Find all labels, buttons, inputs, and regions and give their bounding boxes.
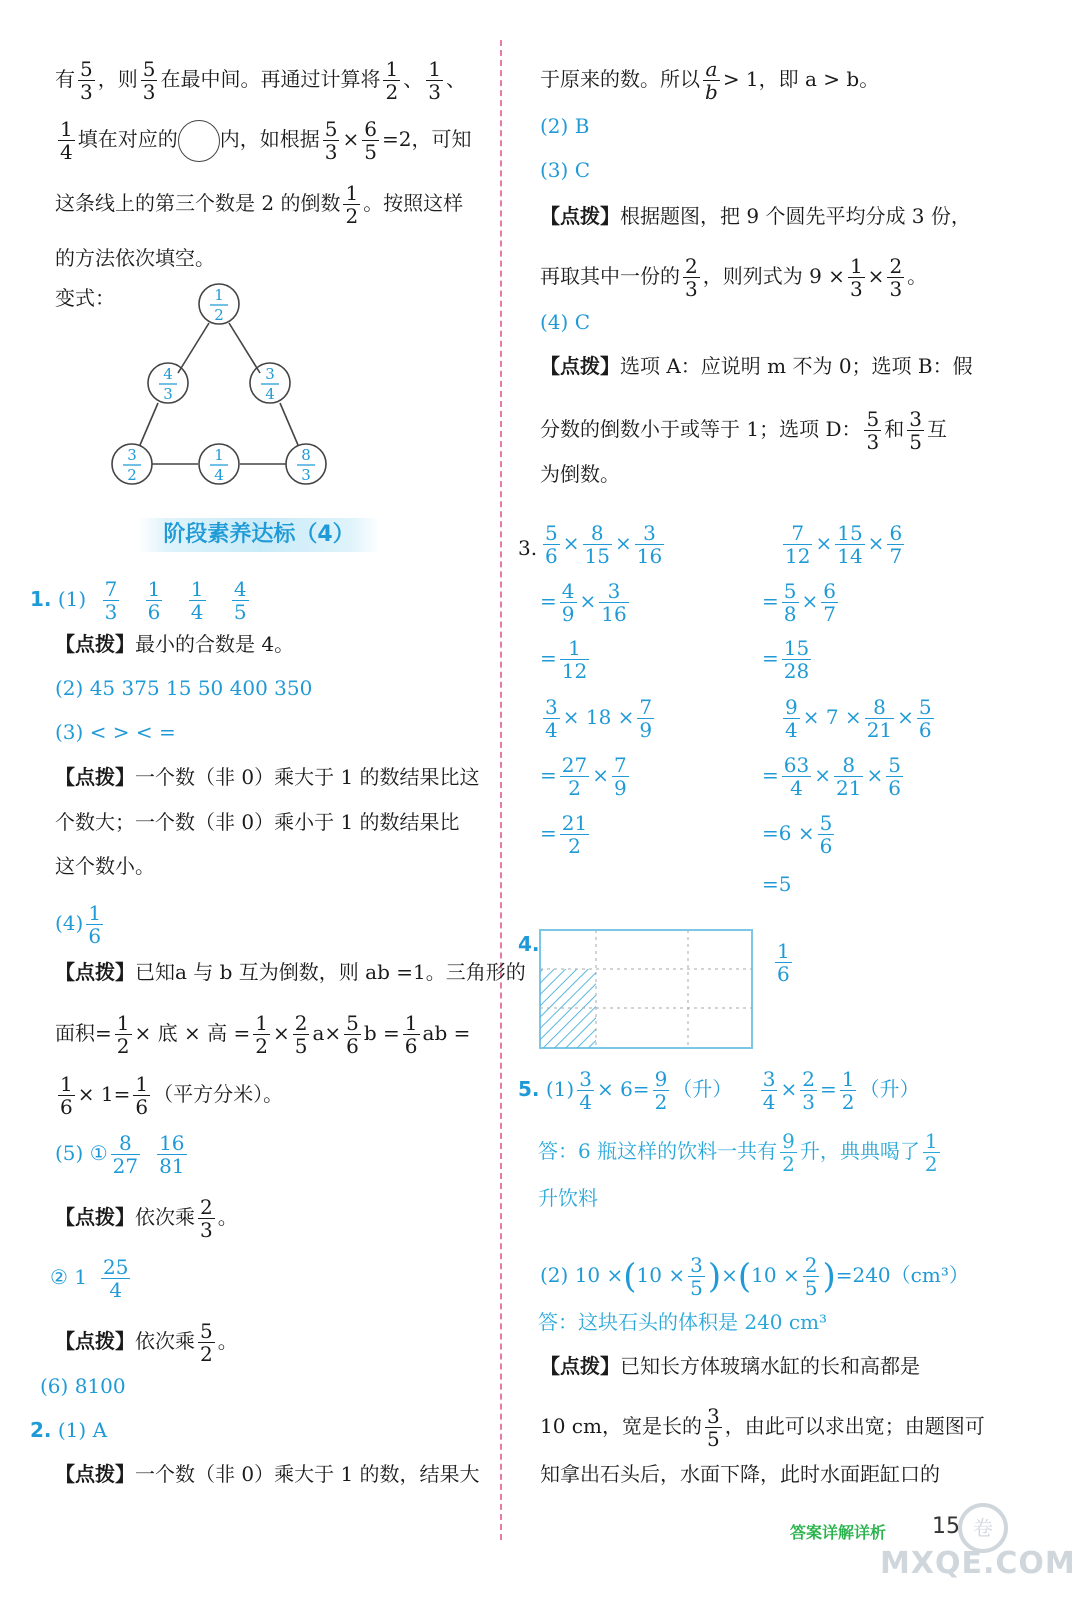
num: 1 bbox=[147, 577, 161, 601]
text-line bbox=[55, 58, 466, 103]
calc-a-1: $\frac{5}{6}$ × $\frac{8}{15}$ × $\frac{3}{16}$ bbox=[545, 521, 663, 568]
fraction: $\frac{8}{21}$ bbox=[866, 695, 893, 742]
calc-b-3: = $\frac{15}{28}$ bbox=[762, 636, 810, 683]
text: 互 bbox=[926, 417, 947, 441]
calc-d-3: =6 × $\frac{5}{6}$ bbox=[762, 811, 833, 858]
text: 已知长方体玻璃水缸的长和高都是 bbox=[620, 1354, 920, 1378]
q1-3-answer: (3) < > < = bbox=[55, 720, 176, 744]
question-number: 4. bbox=[518, 932, 540, 956]
fraction: $\frac{3}{4}$ bbox=[579, 1067, 592, 1114]
question-number-4 bbox=[518, 930, 540, 958]
node-mr-num: 3 bbox=[265, 365, 275, 383]
text: 面积= bbox=[55, 1021, 112, 1045]
fraction: $\frac{27}{2}$ bbox=[561, 753, 588, 800]
fraction: $\frac{6}{7}$ bbox=[889, 521, 903, 568]
node-bl-num: 3 bbox=[127, 446, 137, 464]
text: 根据题图，把 9 个圆先平均分成 3 份， bbox=[620, 204, 971, 228]
text: 分数的倒数小于或等于 1；选项 D： bbox=[540, 417, 862, 441]
sub-label: (4) bbox=[55, 911, 84, 935]
fraction: $\frac{9}{2}$ bbox=[654, 1067, 668, 1114]
q1-5-line bbox=[55, 1132, 190, 1177]
fraction: $\frac{6}{7}$ bbox=[823, 579, 836, 626]
q1-4-line bbox=[55, 902, 106, 947]
fraction bbox=[103, 578, 120, 623]
tip-line: 【点拨】依次乘 $\frac{2}{3}$ 。 bbox=[55, 1195, 238, 1242]
q2-4-answer: (4) C bbox=[540, 310, 590, 334]
q5-1-line bbox=[518, 1068, 919, 1113]
text: 和 bbox=[884, 417, 905, 441]
text-line: 再取其中一份的 $\frac{2}{3}$ ，则列式为 9 × $\frac{1}{3}$ × $\frac{2}{3}$ 。 bbox=[540, 254, 928, 301]
edge bbox=[140, 403, 158, 445]
q1-5b-line bbox=[50, 1256, 133, 1301]
text: 最小的合数是 4。 bbox=[135, 632, 295, 656]
num: 1 bbox=[190, 577, 204, 601]
node-top-den: 2 bbox=[214, 306, 224, 324]
calc-d-2: = $\frac{63}{4}$ × $\frac{8}{21}$ × $\frac{5}{6}$ bbox=[762, 753, 901, 800]
fraction: $\frac{1}{4}$ bbox=[60, 117, 73, 164]
fraction: $\frac{9}{2}$ bbox=[782, 1129, 795, 1176]
edge bbox=[178, 323, 209, 373]
fraction: $\frac{1}{6}$ bbox=[88, 901, 102, 948]
watermark-logo: 卷 bbox=[958, 1503, 1008, 1553]
fraction: $\frac{8}{15}$ bbox=[584, 521, 610, 568]
text: 有 bbox=[55, 67, 75, 91]
text: (2) 10 × bbox=[540, 1263, 624, 1287]
fraction: $\frac{4}{9}$ bbox=[561, 579, 575, 626]
tip-label: 【点拨】 bbox=[540, 1354, 620, 1378]
text-line bbox=[540, 1405, 985, 1450]
fraction: $\frac{5}{6}$ bbox=[888, 753, 901, 800]
column-divider bbox=[500, 40, 502, 1540]
calc-c-3: = $\frac{21}{2}$ bbox=[540, 811, 588, 858]
fraction: $\frac{1}{12}$ bbox=[561, 636, 588, 683]
fraction bbox=[189, 578, 206, 623]
fraction: $\frac{7}{9}$ bbox=[613, 753, 627, 800]
tip-line bbox=[55, 958, 526, 986]
q5-1-answer-cont: 升饮料 bbox=[538, 1186, 598, 1210]
node-top-num: 1 bbox=[214, 286, 224, 304]
q1-6-answer: (6) 8100 bbox=[40, 1374, 126, 1398]
q2-2-answer: (2) B bbox=[540, 114, 590, 138]
text-line bbox=[540, 408, 947, 453]
tip-label: 【点拨】 bbox=[55, 632, 135, 656]
text: × bbox=[342, 127, 360, 151]
fraction: $\frac{2}{3}$ bbox=[889, 254, 903, 301]
fraction: $\frac{3}{5}$ bbox=[690, 1253, 703, 1300]
fraction: $\frac{1}{2}$ bbox=[255, 1011, 268, 1058]
fraction: $\frac{21}{2}$ bbox=[561, 811, 588, 858]
text: =240（cm³） bbox=[835, 1263, 969, 1287]
edge bbox=[280, 403, 298, 445]
tip-label: 【点拨】 bbox=[55, 1205, 135, 1229]
fraction: $\frac{25}{4}$ bbox=[103, 1255, 129, 1302]
q5-1-answer bbox=[538, 1130, 943, 1175]
fraction: $\frac{5}{8}$ bbox=[783, 579, 797, 626]
text: （升） bbox=[672, 1077, 733, 1101]
tip-line bbox=[540, 352, 973, 380]
calc-a-3: = $\frac{1}{12}$ bbox=[540, 636, 588, 683]
fraction: $\frac{3}{16}$ bbox=[601, 579, 627, 626]
fraction: $\frac{1}{3}$ bbox=[849, 254, 863, 301]
text: × 底 × 高 = bbox=[134, 1021, 251, 1045]
fraction bbox=[232, 578, 249, 623]
fraction: $\frac{1}{2}$ bbox=[841, 1067, 855, 1114]
calc-d-1: $\frac{9}{4}$ × 7 × $\frac{8}{21}$ × $\frac{5}{6}$ bbox=[785, 695, 932, 742]
triangle-diagram bbox=[100, 270, 340, 500]
tip-label: 【点拨】 bbox=[55, 765, 135, 789]
calc-c-2: = $\frac{27}{2}$ × $\frac{7}{9}$ bbox=[540, 753, 627, 800]
text: 在最中间。再通过计算将 bbox=[160, 67, 381, 91]
fraction: $\frac{5}{3}$ bbox=[866, 407, 880, 454]
question-number: 2. bbox=[30, 1418, 52, 1442]
text: ab = bbox=[422, 1021, 471, 1045]
tip-label: 【点拨】 bbox=[55, 960, 135, 984]
text-line: 为倒数。 bbox=[540, 462, 620, 486]
text: 依次乘 bbox=[135, 1205, 195, 1229]
tip-label: 【点拨】 bbox=[55, 1329, 135, 1353]
fraction: $\frac{1}{2}$ bbox=[345, 181, 359, 228]
fraction: $\frac{1}{2}$ bbox=[385, 57, 399, 104]
text-line: 知拿出石头后，水面下降，此时水面距缸口的 bbox=[540, 1462, 940, 1486]
text: 10 cm，宽是长的 bbox=[540, 1414, 702, 1438]
calc-d-4: =5 bbox=[762, 872, 792, 896]
question-number: 5. bbox=[518, 1077, 540, 1101]
tip-line bbox=[55, 630, 294, 658]
variant-label: 变式： bbox=[55, 286, 115, 310]
tip-line bbox=[540, 1352, 920, 1380]
fraction: $\frac{1}{6}$ bbox=[60, 1072, 73, 1119]
den: 4 bbox=[190, 600, 204, 624]
den: 6 bbox=[777, 962, 790, 986]
q1-1-answers bbox=[93, 577, 259, 624]
sub-label: (1) bbox=[57, 587, 87, 611]
fraction: $\frac{8}{27}$ bbox=[112, 1131, 139, 1178]
num: 4 bbox=[233, 577, 247, 601]
fraction: $\frac{3}{16}$ bbox=[636, 521, 663, 568]
text: 、 bbox=[445, 67, 466, 91]
fraction: $\frac{1}{6}$ bbox=[135, 1072, 149, 1119]
fraction: $\frac{1}{6}$ bbox=[404, 1011, 418, 1058]
text: 填在对应的 bbox=[77, 127, 178, 151]
sub-label: (1) A bbox=[57, 1418, 108, 1442]
calc-c-1: $\frac{3}{4}$ × 18 × $\frac{7}{9}$ bbox=[545, 695, 653, 742]
text: > 1，即 a > b。 bbox=[722, 67, 880, 91]
text: 升，典典喝了 bbox=[799, 1139, 920, 1163]
fraction bbox=[775, 940, 792, 985]
fraction: $\frac{3}{5}$ bbox=[706, 1404, 720, 1451]
node-bm-num: 1 bbox=[214, 446, 224, 464]
fraction: $\frac{2}{5}$ bbox=[804, 1253, 818, 1300]
tip-label: 【点拨】 bbox=[55, 1462, 135, 1486]
fraction: $\frac{3}{4}$ bbox=[762, 1067, 776, 1114]
fraction: $\frac{1}{3}$ bbox=[428, 57, 441, 104]
node-ml-num: 4 bbox=[163, 365, 173, 383]
den: 5 bbox=[233, 600, 247, 624]
q5-1-calc: (1) $\frac{3}{4}$ × 6= $\frac{9}{2}$ （升） $\frac{3}{4}$ × $\frac{2}{3}$ = $\frac{1}{2}$ （升） bbox=[545, 1067, 920, 1114]
fraction: $\frac{3}{5}$ bbox=[909, 407, 922, 454]
text-line: 这个数小。 bbox=[55, 854, 155, 878]
text: 一个数（非 0）乘大于 1 的数，结果大 bbox=[135, 1462, 480, 1486]
fraction bbox=[146, 578, 163, 623]
fraction: $\frac{5}{3}$ bbox=[324, 117, 338, 164]
text-line bbox=[55, 1012, 470, 1057]
fraction: $\frac{2}{3}$ bbox=[200, 1195, 213, 1242]
num: 1 bbox=[777, 939, 790, 963]
den: 3 bbox=[104, 600, 118, 624]
sub-label: (5) ① bbox=[55, 1141, 108, 1165]
fraction: $\frac{a}{b}$ bbox=[705, 57, 718, 104]
text: 一个数（非 0）乘大于 1 的数结果比这 bbox=[135, 765, 480, 789]
text: ，则 bbox=[97, 67, 138, 91]
text: 已知a 与 b 互为倒数，则 ab =1。三角形的 bbox=[135, 960, 526, 984]
fraction: $\frac{2}{3}$ bbox=[685, 254, 698, 301]
fraction: $\frac{5}{6}$ bbox=[545, 521, 558, 568]
tip-line bbox=[540, 202, 971, 230]
fraction: $\frac{63}{4}$ bbox=[783, 753, 810, 800]
sub-label: (1) bbox=[545, 1077, 575, 1101]
footer-label: 答案详解详析 bbox=[790, 1523, 887, 1542]
edge bbox=[229, 323, 260, 373]
text: 这条线上的第三个数是 2 的倒数 bbox=[55, 191, 341, 215]
fraction: $\frac{7}{12}$ bbox=[785, 521, 811, 568]
fraction: $\frac{2}{5}$ bbox=[294, 1011, 308, 1058]
q2-1-line bbox=[30, 1416, 107, 1444]
text-line bbox=[55, 1073, 283, 1118]
tip-line: 【点拨】依次乘 $\frac{5}{2}$ 。 bbox=[55, 1319, 238, 1366]
fraction: $\frac{5}{6}$ bbox=[346, 1011, 359, 1058]
node-bm-den: 4 bbox=[214, 466, 224, 484]
circle-blank bbox=[178, 120, 220, 162]
q2-3-answer: (3) C bbox=[540, 158, 590, 182]
fraction: $\frac{1}{2}$ bbox=[116, 1011, 130, 1058]
fraction: $\frac{5}{6}$ bbox=[819, 811, 833, 858]
fraction: $\frac{1}{2}$ bbox=[924, 1129, 938, 1176]
text: =2，可知 bbox=[381, 127, 472, 151]
fraction: $\frac{9}{4}$ bbox=[785, 695, 798, 742]
text: （升） bbox=[859, 1077, 920, 1101]
q5-2-calc: (2) 10 ×(10 × $\frac{3}{5}$ )×(10 × $\frac{2}{5}$ )=240（cm³） bbox=[540, 1253, 969, 1300]
text: b = bbox=[363, 1021, 400, 1045]
fraction: $\frac{15}{28}$ bbox=[783, 636, 810, 683]
text-line: 个数大；一个数（非 0）乘小于 1 的数结果比 bbox=[55, 810, 460, 834]
text: 答：6 瓶这样的饮料一共有 bbox=[538, 1139, 778, 1163]
fraction: $\frac{6}{5}$ bbox=[364, 117, 377, 164]
tip-line bbox=[55, 763, 480, 791]
fraction: $\frac{8}{21}$ bbox=[835, 753, 862, 800]
node-bl-den: 2 bbox=[127, 466, 137, 484]
num: 7 bbox=[104, 577, 118, 601]
fraction: $\frac{15}{14}$ bbox=[837, 521, 863, 568]
fraction: $\frac{5}{3}$ bbox=[80, 57, 93, 104]
fraction: $\frac{16}{81}$ bbox=[159, 1131, 185, 1178]
section-title: 阶段素养达标（4） bbox=[163, 522, 355, 547]
fraction: $\frac{2}{3}$ bbox=[802, 1067, 815, 1114]
sub-label: ② 1 bbox=[50, 1265, 88, 1289]
fraction: $\frac{7}{9}$ bbox=[639, 695, 653, 742]
node-mr-den: 4 bbox=[265, 385, 275, 403]
text: ，由此可以求出宽；由题图可 bbox=[724, 1414, 985, 1438]
tip-line bbox=[55, 1460, 480, 1488]
q1-2-answer: (2) 45 375 15 50 400 350 bbox=[55, 676, 313, 700]
text-line bbox=[55, 182, 463, 227]
text: × bbox=[272, 1021, 290, 1045]
q4-answer bbox=[772, 940, 795, 985]
node-ml-den: 3 bbox=[163, 385, 173, 403]
question-number: 3. bbox=[518, 536, 538, 560]
fraction: $\frac{5}{2}$ bbox=[200, 1319, 213, 1366]
node-br-den: 3 bbox=[301, 466, 311, 484]
text: 内，如根据 bbox=[219, 127, 320, 151]
text-line bbox=[55, 118, 471, 163]
text: 于原来的数。所以 bbox=[540, 67, 700, 91]
text: （平方分米）。 bbox=[153, 1082, 284, 1106]
calc-b-1: $\frac{7}{12}$ × $\frac{15}{14}$ × $\frac{6}{7}$ bbox=[785, 521, 903, 568]
shaded-rectangle-diagram bbox=[538, 928, 754, 1052]
calc-b-2: = $\frac{5}{8}$ × $\frac{6}{7}$ bbox=[762, 579, 836, 626]
text: ，则列式为 9 × bbox=[702, 264, 845, 288]
text: × 1= bbox=[77, 1082, 131, 1106]
question-number: 1. bbox=[30, 587, 52, 611]
text: a× bbox=[312, 1021, 342, 1045]
q5-2-answer: 答：这块石头的体积是 240 cm³ bbox=[538, 1310, 828, 1334]
fraction: $\frac{5}{6}$ bbox=[918, 695, 932, 742]
tip-label: 【点拨】 bbox=[540, 204, 620, 228]
watermark-text: MXQE.COM bbox=[880, 1546, 1076, 1581]
text: 。按照这样 bbox=[363, 191, 464, 215]
text: 再取其中一份的 bbox=[540, 264, 680, 288]
text: 、 bbox=[403, 67, 424, 91]
text: 选项 A：应说明 m 不为 0；选项 B：假 bbox=[620, 354, 973, 378]
calc-a-2: = $\frac{4}{9}$ × $\frac{3}{16}$ bbox=[540, 579, 627, 626]
text-line bbox=[540, 58, 879, 103]
fraction: $\frac{5}{3}$ bbox=[142, 57, 156, 104]
q1-1-line bbox=[30, 578, 259, 623]
text: × 6= bbox=[596, 1077, 650, 1101]
text-line: 的方法依次填空。 bbox=[55, 246, 215, 270]
tip-label: 【点拨】 bbox=[540, 354, 620, 378]
fraction: $\frac{3}{4}$ bbox=[545, 695, 558, 742]
den: 6 bbox=[147, 600, 161, 624]
node-br-num: 8 bbox=[301, 446, 311, 464]
text: 依次乘 bbox=[135, 1329, 195, 1353]
page-number: 15 bbox=[932, 1514, 960, 1539]
